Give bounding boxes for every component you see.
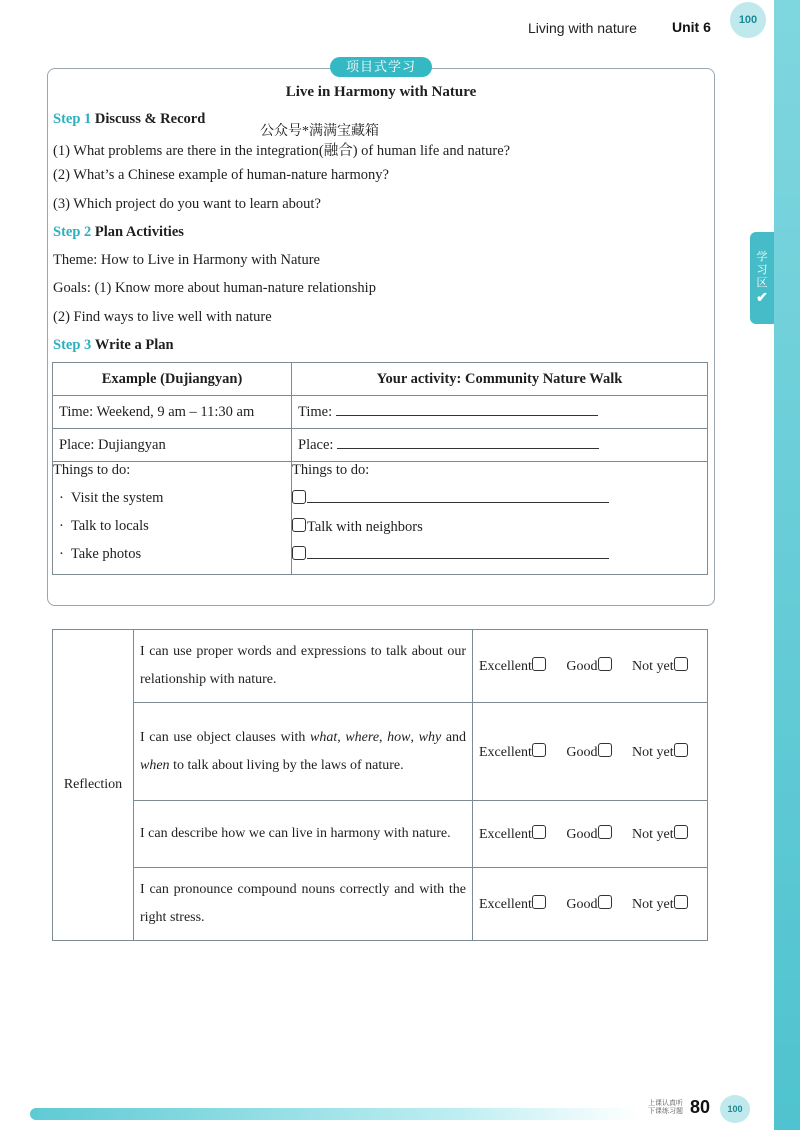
rating-not-yet-label: Not yet [632,659,674,674]
bullet: · [59,546,64,562]
time-label: Time: [298,403,333,420]
things-label: Things to do: [53,462,131,478]
question-1: (1) What problems are there in the integration(融合) of human life and nature? [53,143,511,159]
rating-options [473,703,708,801]
step2-title: Plan Activities [94,224,184,240]
project-badge: 项目式学习 [330,57,432,77]
rating-not-yet-label: Not yet [632,744,674,760]
rating-excellent-label: Excellent [479,897,532,912]
step1-heading [53,111,205,128]
rating-excellent-label: Excellent [479,744,532,760]
reflection-statement: I can pronounce compound nouns correctly and with the right stress. [134,868,473,941]
keyword: what [309,729,338,745]
rating-excellent-checkbox[interactable] [532,895,546,909]
rating-good-label: Good [566,744,598,760]
keyword: when [140,757,170,773]
thing-text: Take photos [70,546,142,562]
example-header: Example (Dujiangyan) [53,363,292,396]
rating-excellent-checkbox[interactable] [532,825,546,839]
header-unit: Unit 6 [672,19,711,35]
reflection-statement [134,703,473,801]
mascot-logo-icon: 100 [720,1095,750,1123]
header-subtitle: Living with nature [528,20,637,36]
checkbox[interactable] [292,518,306,532]
check-icon: ✔ [756,291,768,306]
rating-not-yet-label: Not yet [632,827,674,842]
mascot-logo-icon: 100 [730,2,766,38]
plan-table [52,362,708,575]
rating-excellent-label: Excellent [479,659,532,674]
rating-good-checkbox[interactable] [598,743,612,757]
theme-line: Theme: How to Live in Harmony with Nature [53,252,320,268]
side-tab-char: 习 [756,264,768,276]
your-activity-header: Your activity: Community Nature Walk [292,363,708,396]
thing-blank-input[interactable] [307,502,609,503]
reflection-statement: I can use proper words and expressions to talk about our relationship with nature. [134,630,473,703]
footer-slogan: 上课认真听 下课练习题 [648,1100,683,1115]
rating-not-yet-checkbox[interactable] [674,657,688,671]
things-label: Things to do: [292,462,370,478]
step3-title: Write a Plan [94,337,174,353]
thing-text: Talk with neighbors [307,519,423,535]
page-edge-band [774,0,800,1130]
thing-blank-input[interactable] [307,558,609,559]
reflection-table [52,629,708,941]
study-zone-tab[interactable] [750,232,774,324]
thing-text: Visit the system [70,490,164,506]
place-blank-input[interactable] [337,448,599,449]
side-tab-char: 学 [756,251,768,263]
goal-2: (2) Find ways to live well with nature [53,309,272,325]
step2-heading [53,224,184,241]
step1-label: Step 1 [53,111,92,127]
rating-good-checkbox[interactable] [598,825,612,839]
side-tab-char: 区 [756,277,768,289]
activity-time-cell [292,396,708,429]
reflection-statement: I can describe how we can live in harmony with nature. [134,801,473,868]
thing-text: Talk to locals [70,518,149,534]
keyword: why [418,729,442,745]
rating-good-checkbox[interactable] [598,657,612,671]
goal-1: Goals: (1) Know more about human-nature relationship [53,280,376,296]
list-item [292,490,707,518]
step3-heading [53,337,174,354]
question-2: (2) What’s a Chinese example of human-nature harmony? [53,167,389,183]
checkbox[interactable] [292,546,306,560]
list-item [53,546,291,574]
bullet: · [59,490,64,506]
rating-not-yet-checkbox[interactable] [674,825,688,839]
list-item [292,518,707,546]
activity-things-cell [292,462,708,575]
rating-excellent-label: Excellent [479,827,532,842]
step3-label: Step 3 [53,337,92,353]
example-things-cell [53,462,292,575]
rating-not-yet-label: Not yet [632,897,674,912]
reflection-label: Reflection [53,630,134,941]
step1-title: Discuss & Record [94,111,206,127]
example-place: Place: Dujiangyan [53,429,292,462]
step2-label: Step 2 [53,224,92,240]
rating-excellent-checkbox[interactable] [532,743,546,757]
keyword: where [345,729,380,745]
rating-good-label: Good [566,897,598,912]
list-item [53,518,291,546]
rating-not-yet-checkbox[interactable] [674,895,688,909]
rating-excellent-checkbox[interactable] [532,657,546,671]
footer-band [30,1108,640,1120]
rating-good-label: Good [566,659,598,674]
card-title: Live in Harmony with Nature [285,84,477,100]
statement-text: to talk about living by the laws of nature. [169,757,404,773]
checkbox[interactable] [292,490,306,504]
rating-good-label: Good [566,827,598,842]
rating-options [473,630,708,703]
rating-good-checkbox[interactable] [598,895,612,909]
time-blank-input[interactable] [336,415,598,416]
watermark-text: 公众号*满满宝藏箱 [260,124,379,139]
separator: , [337,729,346,745]
example-time: Time: Weekend, 9 am – 11:30 am [53,396,292,429]
statement-text: I can use object clauses with [140,729,310,745]
question-3: (3) Which project do you want to learn about? [53,196,321,212]
list-item [292,546,707,574]
activity-place-cell [292,429,708,462]
place-label: Place: [298,436,334,453]
separator: and [441,729,467,745]
rating-options [473,801,708,868]
separator: , [379,729,388,745]
separator: , [410,729,419,745]
list-item [53,490,291,518]
rating-options [473,868,708,941]
page-number: 80 [690,1097,711,1117]
bullet: · [59,518,64,534]
rating-not-yet-checkbox[interactable] [674,743,688,757]
keyword: how [387,729,411,745]
